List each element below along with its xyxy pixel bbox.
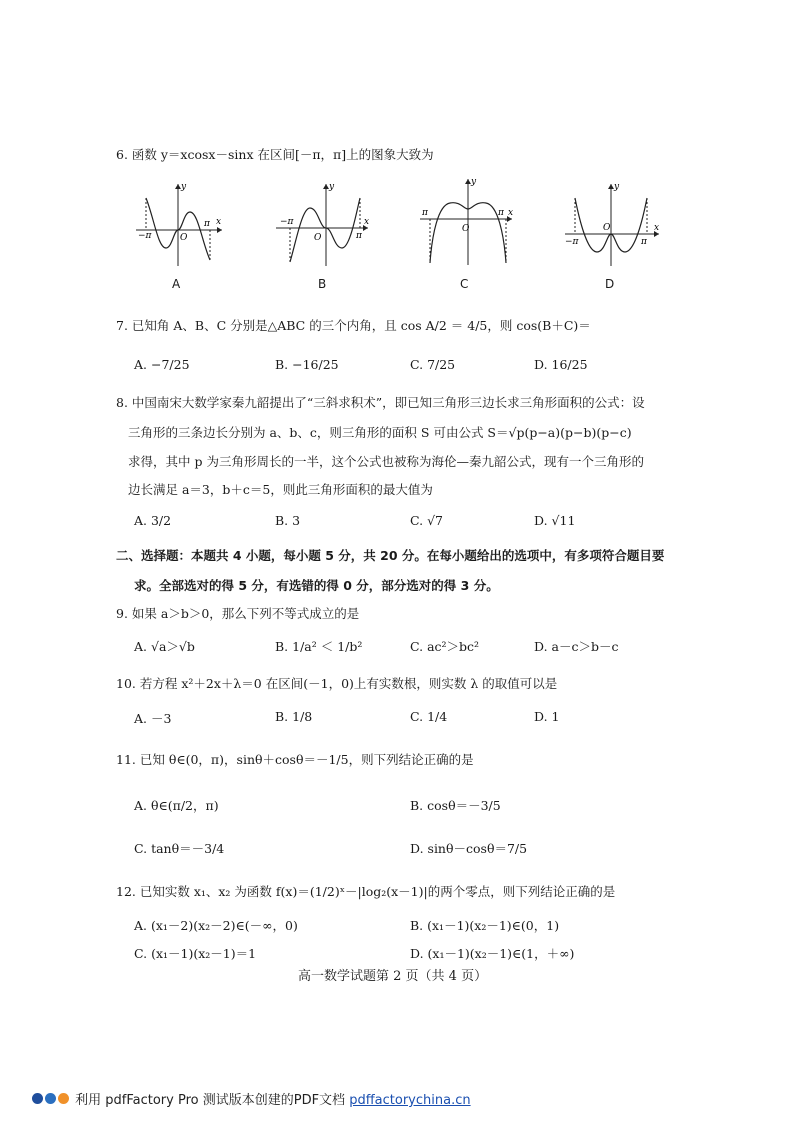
svg-text:y: y	[614, 182, 620, 192]
question-12-stem: 12. 已知实数 x₁、x₂ 为函数 f(x)＝(1/2)ˣ－|log₂(x－1)|的两个零点，则下列结论正确的是	[116, 884, 616, 899]
q9-option-c: C. ac²＞bc²	[410, 639, 480, 654]
svg-text:y: y	[181, 182, 187, 192]
question-9-stem: 9. 如果 a＞b＞0，那么下列不等式成立的是	[116, 606, 360, 621]
svg-text:π: π	[356, 231, 362, 241]
watermark-dots-icon	[32, 1093, 75, 1108]
svg-text:−π: −π	[565, 237, 579, 247]
svg-text:y: y	[329, 182, 335, 192]
graph-option-a	[132, 178, 226, 270]
q7-option-a: A. −7/25	[134, 357, 190, 372]
graph-label-c: C	[460, 277, 469, 291]
watermark-dot-1	[32, 1093, 43, 1104]
question-8-line-3: 求得，其中 p 为三角形周长的一半，这个公式也被称为海伦—秦九韶公式，现有一个三角形的	[128, 454, 644, 469]
graph-label-b: B	[318, 277, 327, 291]
q11-option-b: B. cosθ＝－3/5	[410, 798, 501, 813]
svg-text:x: x	[364, 217, 370, 227]
watermark-text: 利用 pdfFactory Pro 测试版本创建的PDF文档	[75, 1093, 346, 1108]
graph-label-d: D	[605, 277, 615, 291]
q8-option-b: B. 3	[275, 513, 301, 528]
q12-option-a: A. (x₁－2)(x₂－2)∈(－∞，0)	[134, 918, 298, 933]
svg-text:O: O	[314, 233, 322, 243]
q7-option-c: C. 7/25	[410, 357, 456, 372]
q7-option-b: B. −16/25	[275, 357, 339, 372]
svg-text:x: x	[654, 223, 660, 233]
q10-option-b: B. 1/8	[275, 709, 313, 724]
question-10-stem: 10. 若方程 x²＋2x＋λ＝0 在区间(－1，0)上有实数根，则实数 λ 的取值可以是	[116, 676, 558, 691]
q12-option-b: B. (x₁－1)(x₂－1)∈(0，1)	[410, 918, 560, 933]
section-2-heading-line-1: 二、选择题：本题共 4 小题，每小题 5 分，共 20 分。在每小题给出的选项中，有多项符合题目要	[116, 548, 665, 563]
q8-option-d: D. √11	[534, 513, 576, 528]
svg-text:y: y	[471, 177, 477, 187]
q8-option-c: C. √7	[410, 513, 443, 528]
svg-text:x: x	[216, 217, 222, 227]
svg-text:π: π	[422, 208, 428, 218]
graph-option-b	[272, 178, 372, 270]
svg-text:O: O	[603, 223, 611, 233]
q10-option-d: D. 1	[534, 709, 560, 724]
q11-option-c: C. tanθ＝－3/4	[134, 841, 225, 856]
watermark-dot-3	[58, 1093, 69, 1104]
watermark-link[interactable]: pdffactorychina.cn	[349, 1093, 471, 1108]
q11-option-a: A. θ∈(π/2，π)	[134, 798, 219, 813]
q7-option-d: D. 16/25	[534, 357, 588, 372]
page-number-footer: 高一数学试题第 2 页（共 4 页）	[298, 969, 488, 984]
q9-option-b: B. 1/a² ＜ 1/b²	[275, 639, 363, 654]
svg-text:π: π	[498, 208, 504, 218]
svg-text:O: O	[180, 233, 188, 243]
svg-text:−π: −π	[280, 217, 294, 227]
q10-option-c: C. 1/4	[410, 709, 448, 724]
svg-text:−π: −π	[138, 231, 152, 241]
graph-option-d	[563, 178, 663, 270]
question-8-line-4: 边长满足 a＝3，b＋c＝5，则此三角形面积的最大值为	[128, 482, 433, 497]
svg-text:x: x	[508, 208, 514, 218]
svg-text:π: π	[204, 219, 210, 229]
graph-option-c	[418, 175, 516, 270]
graph-label-a: A	[172, 277, 181, 291]
question-8-line-1: 8. 中国南宋大数学家秦九韶提出了“三斜求积术”，即已知三角形三边长求三角形面积的公式：设	[116, 395, 645, 410]
q9-option-a: A. √a＞√b	[134, 639, 195, 654]
q8-option-a: A. 3/2	[134, 513, 172, 528]
pdffactory-watermark	[32, 1089, 471, 1108]
question-6-stem: 6. 函数 y＝xcosx－sinx 在区间[－π，π]上的图象大致为	[116, 147, 434, 162]
q12-option-c: C. (x₁－1)(x₂－1)＝1	[134, 946, 257, 961]
q10-option-a: A. －3	[134, 711, 172, 726]
question-8-line-2: 三角形的三条边长分别为 a、b、c，则三角形的面积 S 可由公式 S＝√p(p−a)(p−b)(p−c)	[128, 425, 632, 440]
question-7-stem: 7. 已知角 A、B、C 分别是△ABC 的三个内角，且 cos A/2 ＝ 4/5，则 cos(B＋C)＝	[116, 318, 591, 333]
svg-text:O: O	[462, 224, 470, 234]
watermark-dot-2	[45, 1093, 56, 1104]
q9-option-d: D. a－c＞b－c	[534, 639, 619, 654]
q11-option-d: D. sinθ－cosθ＝7/5	[410, 841, 528, 856]
svg-text:π: π	[641, 237, 647, 247]
q12-option-d: D. (x₁－1)(x₂－1)∈(1，＋∞)	[410, 946, 575, 961]
section-2-heading-line-2: 求。全部选对的得 5 分，有选错的得 0 分，部分选对的得 3 分。	[134, 578, 499, 593]
question-11-stem: 11. 已知 θ∈(0，π)，sinθ＋cosθ＝－1/5，则下列结论正确的是	[116, 752, 474, 767]
